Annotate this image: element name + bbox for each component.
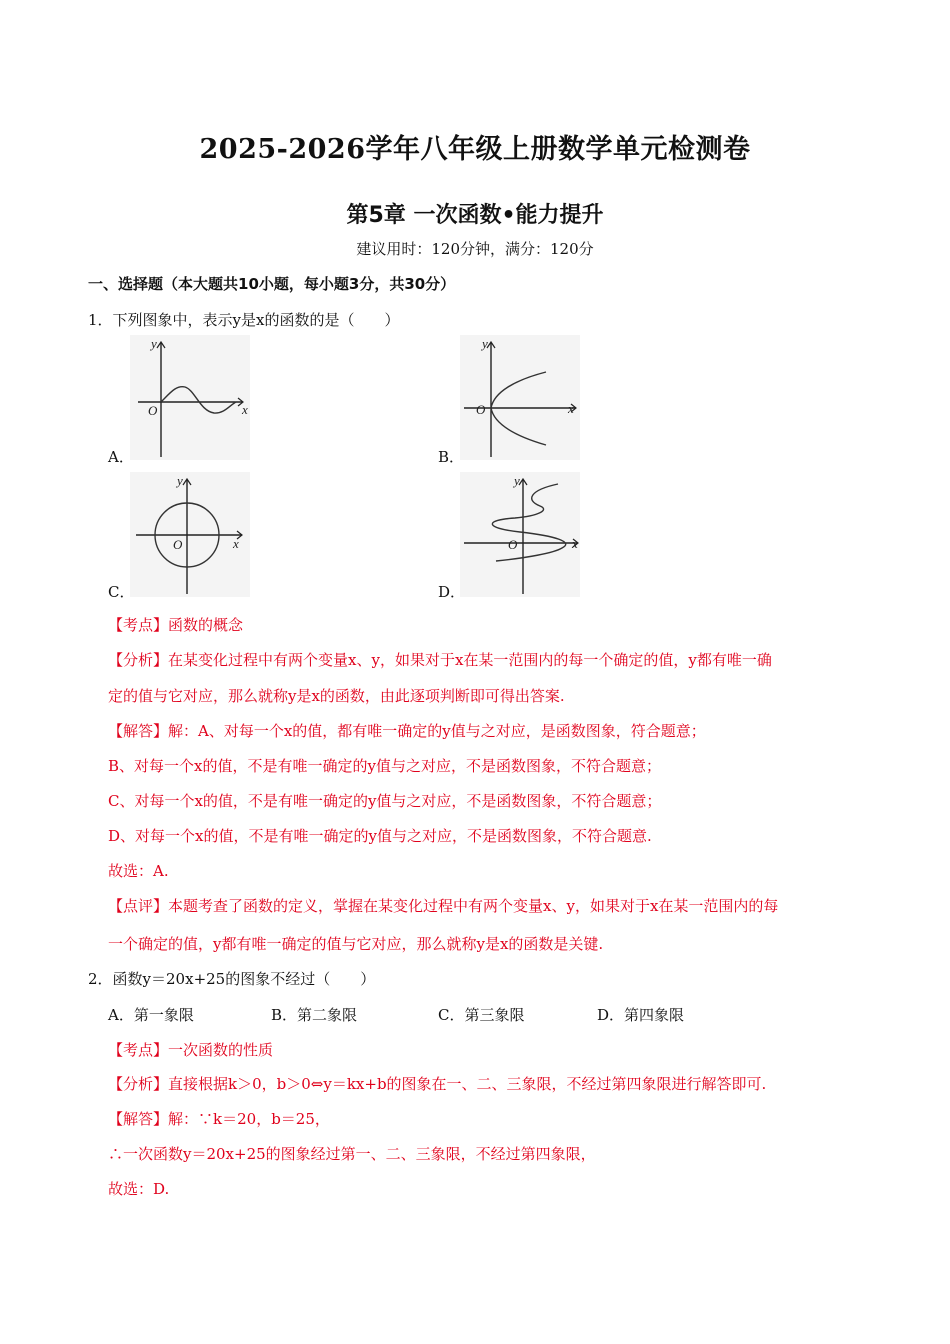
q1-fenxi-tag: 【分析】 xyxy=(108,651,169,669)
q2-fenxi-tag: 【分析】 xyxy=(108,1075,169,1093)
time-score-info: 建议用时：120分钟，满分：120分 xyxy=(356,240,594,258)
q2-kaodian-text: 一次函数的性质 xyxy=(168,1041,274,1059)
option-c-label: C． xyxy=(108,583,135,601)
option-b-label: B． xyxy=(438,448,465,466)
section-heading: 一、选择题（本大题共10小题，每小题3分，共30分） xyxy=(88,275,456,293)
q1-jieda-text1: 解：A、对每一个x的值，都有唯一确定的y值与之对应，是函数图象，符合题意； xyxy=(168,722,706,740)
q1-dianping-tag: 【点评】 xyxy=(108,897,169,915)
q2-jieda-text1: 解：∵k＝20，b＝25， xyxy=(168,1110,330,1128)
q2-jieda-line1 xyxy=(108,1108,330,1129)
q1-dianping-line1 xyxy=(108,895,778,916)
q2-kaodian xyxy=(108,1039,273,1060)
graph-d-y-label: y xyxy=(514,473,520,488)
q1-jieda-answer: 故选：A. xyxy=(108,862,169,880)
q1-jieda-line2: B、对每一个x的值，不是有唯一确定的y值与之对应，不是函数图象，不符合题意； xyxy=(108,757,661,775)
q1-dianping-line2: 一个确定的值，y都有唯一确定的值与它对应，那么就称y是x的函数是关键. xyxy=(108,935,604,953)
graph-a-x-label: x xyxy=(242,402,248,417)
graph-b-y-label: y xyxy=(482,336,488,351)
graph-c-x-label: x xyxy=(233,536,239,551)
q2-fenxi xyxy=(108,1073,766,1094)
chapter-subtitle: 第5章 一次函数•能力提升 xyxy=(346,203,604,228)
graph-b-origin-label: O xyxy=(476,402,486,417)
q2-option-c: C．第三象限 xyxy=(438,1006,525,1024)
graph-a-origin-label: O xyxy=(148,403,158,418)
graph-b-x-label: x xyxy=(568,401,574,416)
q2-kaodian-tag: 【考点】 xyxy=(108,1041,169,1059)
q1-kaodian-text: 函数的概念 xyxy=(168,616,244,634)
q1-fenxi-text1: 在某变化过程中有两个变量x、y，如果对于x在某一范围内的每一个确定的值，y都有唯一确 xyxy=(168,651,772,669)
q2-option-a: A．第一象限 xyxy=(108,1006,194,1024)
q1-fenxi-line2: 定的值与它对应，那么就称y是x的函数，由此逐项判断即可得出答案. xyxy=(108,687,565,705)
option-d-label: D． xyxy=(438,583,466,601)
q2-option-b: B．第二象限 xyxy=(271,1006,358,1024)
q1-kaodian-tag: 【考点】 xyxy=(108,616,169,634)
question-1-stem: 1．下列图象中，表示y是x的函数的是（ ） xyxy=(88,311,400,329)
q2-jieda-answer: 故选：D. xyxy=(108,1180,170,1198)
q1-fenxi-line1 xyxy=(108,649,772,670)
graph-c xyxy=(130,472,250,597)
graph-d-x-label: x xyxy=(572,536,578,551)
q1-jieda-tag: 【解答】 xyxy=(108,722,169,740)
graph-b xyxy=(460,335,580,460)
q2-fenxi-text: 直接根据k＞0，b＞0⇔y＝kx+b的图象在一、二、三象限，不经过第四象限进行解答即可. xyxy=(168,1075,767,1093)
q1-jieda-line4: D、对每一个x的值，不是有唯一确定的y值与之对应，不是函数图象，不符合题意. xyxy=(108,827,652,845)
graph-a xyxy=(130,335,250,460)
page-title: 2025-2026学年八年级上册数学单元检测卷 xyxy=(199,134,751,165)
q2-option-d: D．第四象限 xyxy=(597,1006,685,1024)
graph-a-y-label: y xyxy=(151,336,157,351)
graph-d xyxy=(460,472,580,597)
q2-jieda-tag: 【解答】 xyxy=(108,1110,169,1128)
q1-kaodian xyxy=(108,614,243,635)
graph-c-y-label: y xyxy=(177,473,183,488)
graph-c-origin-label: O xyxy=(173,537,183,552)
q1-jieda-line1 xyxy=(108,720,706,741)
option-a-label: A． xyxy=(108,448,134,466)
q2-jieda-line2: ∴一次函数y＝20x+25的图象经过第一、二、三象限，不经过第四象限， xyxy=(108,1145,596,1163)
graph-d-origin-label: O xyxy=(508,537,518,552)
q1-jieda-line3: C、对每一个x的值，不是有唯一确定的y值与之对应，不是函数图象，不符合题意； xyxy=(108,792,662,810)
question-2-stem: 2．函数y＝20x+25的图象不经过（ ） xyxy=(88,970,376,988)
q1-dianping-text1: 本题考查了函数的定义，掌握在某变化过程中有两个变量x、y，如果对于x在某一范围内的每 xyxy=(168,897,779,915)
